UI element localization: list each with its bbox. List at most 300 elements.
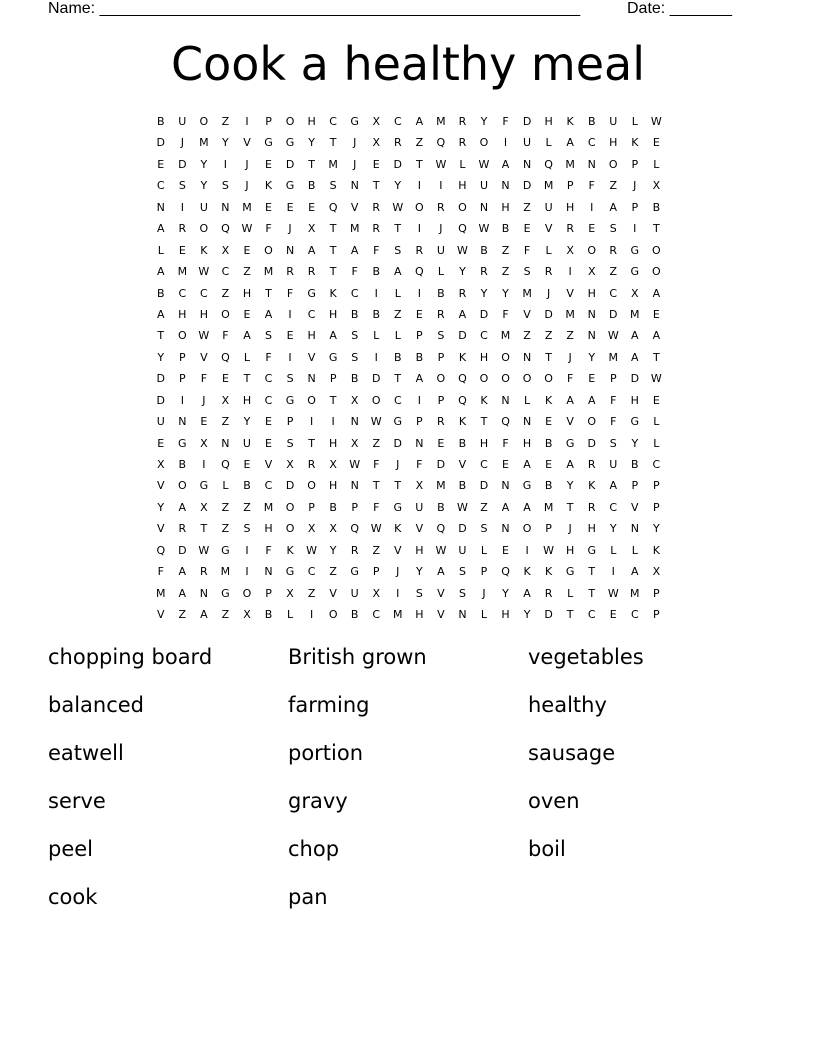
grid-letter: F [567,372,574,386]
grid-letter: S [286,372,294,386]
grid-letter: E [178,243,186,257]
grid-letter: A [523,586,531,600]
grid-letter: F [502,436,509,450]
grid-letter: A [394,265,402,279]
grid-letter: P [265,586,272,600]
grid-letter: L [157,243,164,257]
grid-letter: C [200,286,208,300]
grid-letter: P [631,157,639,171]
grid-letter: R [587,500,596,514]
grid-letter: T [200,522,208,536]
grid-letter: S [221,179,229,193]
grid-letter: H [522,436,532,450]
grid-letter: A [157,222,165,236]
grid-letter: U [523,136,532,150]
grid-letter: Z [415,136,424,150]
grid-letter: M [177,265,188,279]
grid-letter: N [350,415,359,429]
grid-letter: N [415,436,424,450]
grid-letter: P [286,415,294,429]
grid-letter: E [286,200,294,214]
grid-letter: X [200,436,208,450]
grid-letter: M [242,200,252,214]
grid-letter: H [479,350,489,364]
grid-letter: Z [544,329,553,343]
grid-letter: H [479,436,489,450]
grid-letter: M [543,500,554,514]
grid-letter: H [329,479,338,493]
grid-letter: G [587,543,596,557]
grid-letter: M [436,479,446,493]
grid-letter: O [285,522,295,536]
grid-letter: R [286,265,294,279]
word-list-item: chop [288,837,340,861]
grid-letter: S [265,329,272,343]
grid-letter: R [307,265,316,279]
grid-letter: T [394,372,402,386]
grid-letter: K [545,565,553,579]
grid-letter: B [501,222,510,236]
grid-letter: R [200,565,208,579]
grid-letter: X [286,586,294,600]
grid-letter: C [264,479,273,493]
grid-letter: X [415,479,424,493]
grid-letter: B [350,608,359,622]
grid-letter: H [199,307,208,321]
grid-letter: L [631,115,638,128]
grid-letter: N [178,415,187,429]
grid-letter: E [286,329,294,343]
grid-letter: D [458,522,467,536]
grid-letter: L [631,543,638,557]
grid-letter: A [350,243,359,257]
grid-letter: X [200,500,208,514]
grid-letter: D [587,436,596,450]
grid-letter: S [351,329,359,343]
grid-letter: A [415,372,424,386]
grid-letter: E [265,157,272,171]
grid-letter: C [264,393,273,407]
grid-letter: B [458,436,467,450]
grid-letter: N [350,179,359,193]
grid-letter: D [436,458,446,471]
grid-letter: H [329,307,338,321]
grid-letter: L [222,479,229,493]
grid-letter: S [523,265,531,279]
grid-letter: E [415,307,423,321]
date-field-label: Date: _______ [627,0,732,17]
word-list-item: boil [528,837,566,861]
grid-letter: T [157,329,165,343]
grid-letter: W [198,265,210,279]
grid-letter: E [243,243,251,257]
word-list-item: oven [528,789,580,813]
grid-letter: C [221,265,230,279]
grid-letter: G [285,136,295,150]
grid-letter: C [307,307,316,321]
grid-letter: P [416,329,423,343]
grid-letter: I [288,307,292,321]
grid-letter: I [568,265,572,279]
grid-letter: F [523,243,531,257]
grid-letter: K [394,522,402,536]
grid-letter: B [157,286,165,300]
grid-letter: A [652,286,661,300]
grid-letter: L [286,608,294,622]
grid-letter: O [264,243,273,257]
grid-letter: E [157,436,165,450]
grid-letter: S [178,179,186,193]
grid-letter: O [479,136,489,150]
grid-letter: X [329,458,337,471]
grid-letter: X [286,458,294,471]
grid-letter: V [415,522,424,536]
grid-letter: A [178,565,187,579]
grid-letter: Y [243,415,251,429]
grid-letter: P [351,500,359,514]
grid-letter: A [178,586,187,600]
grid-letter: N [479,200,489,214]
grid-letter: G [328,350,338,364]
grid-letter: N [587,329,596,343]
grid-letter: X [329,522,337,536]
grid-letter: V [243,136,251,150]
grid-letter: J [546,286,551,300]
grid-letter: F [373,458,380,471]
grid-letter: V [350,200,359,214]
grid-letter: Y [480,115,488,128]
grid-letter: R [609,243,618,257]
grid-letter: C [156,179,165,193]
grid-letter: O [285,115,295,128]
grid-letter: I [245,565,249,579]
grid-letter: A [329,329,337,343]
grid-letter: D [522,115,532,128]
grid-letter: A [631,329,639,343]
grid-letter: I [245,543,249,557]
grid-letter: B [458,479,467,493]
grid-letter: T [308,436,315,450]
grid-letter: G [307,286,316,300]
grid-letter: P [545,522,552,536]
grid-letter: R [458,115,467,128]
grid-letter: V [458,458,467,471]
grid-letter: X [221,393,230,407]
grid-letter: N [501,179,510,193]
grid-letter: E [652,393,660,407]
grid-letter: V [200,350,208,364]
grid-letter: O [221,307,230,321]
grid-letter: I [439,179,443,193]
grid-letter: X [350,436,359,450]
grid-letter: A [609,200,618,214]
grid-letter: X [587,265,596,279]
grid-letter: K [458,415,467,429]
grid-letter: G [285,565,295,579]
grid-letter: X [221,243,230,257]
grid-letter: G [393,415,403,429]
grid-letter: E [243,307,251,321]
grid-letter: C [307,565,316,579]
grid-letter: H [415,543,424,557]
grid-letter: W [306,543,318,557]
grid-letter: H [609,136,618,150]
word-list-item: gravy [288,789,348,813]
grid-letter: E [265,415,272,429]
grid-letter: K [631,136,639,150]
grid-letter: N [522,415,532,429]
grid-letter: T [329,222,337,236]
grid-letter: V [544,222,553,236]
grid-letter: R [178,522,187,536]
grid-letter: Q [221,222,230,236]
grid-letter: R [350,543,359,557]
grid-letter: B [307,179,316,193]
grid-letter: S [437,329,445,343]
grid-letter: X [307,522,316,536]
grid-letter: J [245,179,249,193]
grid-letter: W [435,543,447,557]
grid-letter: X [652,565,661,579]
grid-letter: C [480,329,488,343]
grid-letter: O [242,586,252,600]
grid-letter: Y [480,286,488,300]
grid-letter: Y [459,265,466,279]
grid-letter: M [199,136,209,150]
grid-letter: G [285,179,295,193]
grid-letter: C [393,115,402,128]
grid-letter: N [587,157,596,171]
grid-letter: Q [501,415,510,429]
grid-letter: B [264,608,273,622]
grid-letter: B [437,286,445,300]
grid-letter: T [329,136,337,150]
word-list-item: pan [288,885,328,909]
grid-letter: A [243,329,251,343]
grid-letter: S [351,350,359,364]
grid-letter: I [417,286,421,300]
grid-letter: I [417,222,421,236]
grid-letter: T [545,350,552,364]
grid-letter: I [396,586,400,600]
word-list-item: healthy [528,693,607,717]
grid-letter: K [200,243,208,257]
grid-letter: G [630,265,640,279]
grid-letter: M [328,157,338,171]
grid-letter: C [178,286,187,300]
grid-letter: E [523,222,531,236]
grid-letter: Z [372,543,381,557]
grid-letter: O [587,415,597,429]
grid-letter: H [178,307,187,321]
grid-letter: E [308,200,316,214]
grid-letter: Z [221,115,230,128]
grid-letter: H [307,329,316,343]
grid-letter: Z [307,586,316,600]
grid-letter: C [480,458,488,471]
grid-letter: I [374,286,378,300]
grid-letter: R [437,415,445,429]
grid-letter: V [394,543,402,557]
grid-letter: M [543,179,554,193]
grid-letter: E [652,307,660,321]
grid-letter: S [458,586,466,600]
grid-letter: A [157,265,165,279]
grid-letter: H [630,393,639,407]
word-list-item: peel [48,837,94,861]
grid-letter: F [373,500,380,514]
grid-letter: C [372,608,381,622]
grid-letter: Z [394,307,402,321]
grid-letter: P [437,393,445,407]
grid-letter: N [587,307,596,321]
grid-letter: S [329,179,337,193]
grid-letter: W [392,200,404,214]
grid-letter: F [351,265,358,279]
grid-letter: Z [566,329,574,343]
grid-letter: Y [394,179,402,193]
grid-letter: X [307,222,316,236]
grid-letter: D [285,157,295,171]
grid-letter: I [288,350,292,364]
grid-letter: V [523,307,531,321]
grid-letter: P [653,500,660,514]
grid-letter: E [200,415,208,429]
grid-letter: S [394,243,402,257]
grid-letter: U [609,458,618,471]
grid-letter: P [653,586,660,600]
grid-letter: B [372,265,381,279]
grid-letter: S [458,565,466,579]
grid-letter: C [264,372,273,386]
grid-letter: Y [566,479,574,493]
grid-letter: G [565,436,575,450]
grid-letter: P [372,565,380,579]
grid-letter: W [650,115,662,128]
grid-letter: P [566,179,574,193]
grid-letter: Z [221,415,230,429]
grid-letter: D [458,329,467,343]
grid-letter: G [285,393,295,407]
grid-letter: R [480,265,488,279]
grid-letter: E [588,372,596,386]
grid-letter: D [544,307,553,321]
grid-letter: B [394,350,402,364]
grid-letter: Y [502,286,509,300]
grid-letter: C [587,608,596,622]
grid-letter: B [178,458,187,471]
grid-letter: S [609,436,617,450]
grid-letter: V [157,479,165,493]
grid-letter: O [608,157,618,171]
grid-letter: P [265,115,272,128]
grid-letter: Q [436,136,446,150]
grid-letter: F [373,243,380,257]
grid-letter: Y [200,179,208,193]
grid-letter: L [437,265,444,279]
grid-letter: L [373,329,380,343]
grid-letter: T [394,222,402,236]
grid-letter: E [545,415,553,429]
grid-letter: I [331,415,335,429]
grid-letter: J [245,157,249,171]
grid-letter: F [610,393,617,407]
grid-letter: P [308,500,315,514]
grid-letter: P [179,372,186,386]
grid-letter: F [200,372,208,386]
grid-letter: E [157,157,165,171]
grid-letter: U [458,543,467,557]
grid-letter: V [437,608,445,622]
grid-letter: Q [544,157,553,171]
grid-letter: Z [523,200,531,214]
grid-letter: W [478,222,490,236]
grid-letter: B [437,500,445,514]
grid-letter: W [607,586,619,600]
grid-letter: O [199,222,209,236]
grid-letter: H [587,286,596,300]
grid-letter: F [265,350,272,364]
word-list-item: eatwell [48,741,124,765]
grid-letter: G [522,479,532,493]
grid-letter: N [630,522,639,536]
grid-letter: S [480,522,488,536]
grid-letter: A [157,307,165,321]
grid-letter: E [243,458,251,471]
grid-letter: Z [178,608,187,622]
grid-letter: P [609,372,617,386]
grid-letter: P [179,350,186,364]
grid-letter: D [522,179,532,193]
grid-letter: I [309,415,314,429]
grid-letter: Y [200,157,208,171]
grid-letter: L [653,436,660,450]
grid-letter: V [437,586,445,600]
grid-letter: V [157,608,165,622]
grid-letter: S [286,436,294,450]
grid-letter: B [631,458,639,471]
grid-letter: L [653,157,660,171]
grid-letter: B [480,243,488,257]
grid-letter: K [566,115,574,128]
word-search-grid [150,111,667,626]
grid-letter: X [372,586,381,600]
grid-letter: C [609,500,618,514]
grid-letter: A [631,350,639,364]
grid-letter: F [265,543,272,557]
grid-letter: A [609,479,618,493]
grid-letter: D [479,479,489,493]
grid-letter: O [285,500,295,514]
grid-letter: R [178,222,187,236]
grid-letter: X [372,136,381,150]
grid-letter: V [264,458,273,471]
grid-letter: Y [652,522,660,536]
grid-letter: Z [609,179,618,193]
grid-letter: O [501,350,510,364]
grid-letter: Z [609,265,618,279]
grid-letter: U [178,115,187,128]
grid-letter: W [241,222,253,236]
grid-letter: U [199,200,208,214]
word-list-item: British grown [288,645,427,669]
grid-letter: N [307,372,316,386]
grid-letter: A [523,458,531,471]
grid-letter: H [242,286,252,300]
grid-letter: N [501,393,510,407]
grid-letter: G [630,415,640,429]
grid-letter: O [501,372,510,386]
